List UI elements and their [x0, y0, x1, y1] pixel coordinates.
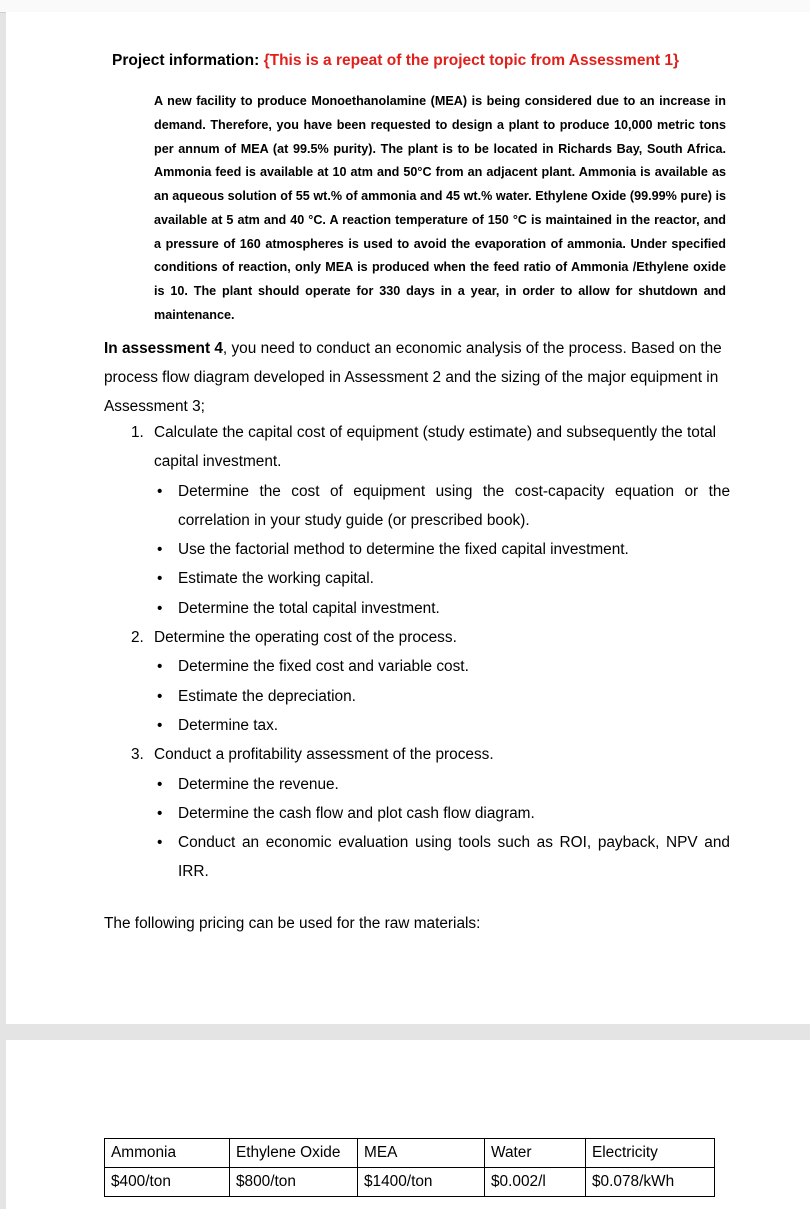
task-number: 1.: [131, 424, 144, 441]
table-cell: MEA: [358, 1139, 485, 1168]
bullet-text: Estimate the working capital.: [178, 570, 374, 588]
assessment-intro: [104, 334, 730, 421]
bullet-list: [104, 770, 730, 887]
task-item: [104, 418, 730, 477]
task-text: Determine the operating cost of the process.: [154, 629, 457, 647]
task-text: Conduct a profitability assessment of the process.: [154, 746, 494, 764]
bullet-text: Estimate the depreciation.: [178, 687, 356, 705]
bullet-list: [104, 652, 730, 740]
bullet-icon: •: [157, 658, 163, 676]
bullet-text: Determine the fixed cost and variable cost.: [178, 658, 469, 676]
project-heading-note: {This is a repeat of the project topic from Assessment 1}: [263, 52, 680, 69]
table-cell: $1400/ton: [358, 1168, 485, 1197]
bullet-text: Determine the revenue.: [178, 775, 339, 793]
bullet-item: [104, 564, 730, 593]
table-cell: Electricity: [586, 1139, 715, 1168]
bullet-icon: •: [157, 775, 163, 793]
bullet-text: Determine the cost of equipment using the cost-capacity equation or the correlation in your study guide (or prescribed book).: [178, 482, 730, 529]
bullet-icon: •: [157, 716, 163, 734]
bullet-item: [104, 535, 730, 564]
bullet-item: [104, 682, 730, 711]
task-text: Calculate the capital cost of equipment (study estimate) and subsequently the total capital investment.: [154, 424, 717, 471]
bullet-list: [104, 477, 730, 623]
project-heading-label: Project information:: [112, 52, 264, 69]
bullet-text: Use the factorial method to determine the fixed capital investment.: [178, 541, 629, 559]
table-cell: $0.002/l: [485, 1168, 586, 1197]
bullet-item: [104, 652, 730, 681]
bullet-icon: •: [157, 804, 163, 822]
table-cell: $0.078/kWh: [586, 1168, 715, 1197]
pricing-intro: The following pricing can be used for the raw materials:: [104, 915, 481, 932]
task-list: [104, 418, 730, 887]
bullet-icon: •: [157, 687, 163, 705]
bullet-text: Determine the cash flow and plot cash flow diagram.: [178, 804, 535, 822]
bullet-icon: •: [157, 599, 163, 617]
bullet-text: Determine tax.: [178, 716, 279, 734]
project-description: A new facility to produce Monoethanolamine (MEA) is being considered due to an increase in demand. Therefore, you have been requested to design a plant to produce 10,000 metric tons per annum of MEA (at 99.5% purity). The plant is to be located in Richards Bay, South Africa. Ammonia feed is available at 10 atm and 50°C from an adjacent plant. Ammonia is available as an aqueous solution of 55 wt.% of ammonia and 45 wt.% water. Ethylene Oxide (99.99% pure) is available at 5 atm and 40 °C. A reaction temperature of 150 °C is maintained in the reactor, and a pressure of 160 atmospheres is used to avoid the evaporation of ammonia. Under specified conditions of reaction, only MEA is produced when the feed ratio of Ammonia /Ethylene oxide is 10. The plant should operate for 330 days in a year, in order to allow for shutdown and maintenance.: [154, 94, 726, 322]
task-number: 2.: [131, 629, 144, 647]
bullet-item: [104, 594, 730, 623]
document-page-1: [6, 12, 810, 1024]
table-cell: Ethylene Oxide: [230, 1139, 358, 1168]
bullet-icon: •: [157, 541, 163, 559]
bullet-icon: •: [157, 570, 163, 588]
table-row: [105, 1168, 715, 1197]
table-cell: Water: [485, 1139, 586, 1168]
table-cell: Ammonia: [105, 1139, 230, 1168]
bullet-text: Conduct an economic evaluation using tools such as ROI, payback, NPV and IRR.: [178, 834, 730, 881]
task-number: 3.: [131, 746, 144, 764]
bullet-item: [104, 477, 730, 536]
bullet-item: [104, 799, 730, 828]
pricing-table: [104, 1138, 715, 1197]
table-cell: $400/ton: [105, 1168, 230, 1197]
bullet-item: [104, 711, 730, 740]
bullet-item: [104, 770, 730, 799]
bullet-item: [104, 828, 730, 887]
table-header-row: [105, 1139, 715, 1168]
project-heading: [112, 52, 679, 70]
assessment-intro-text: , you need to conduct an economic analysis of the process. Based on the process flow diagram developed in Assessment 2 and the sizing of the major equipment in Assessment 3;: [104, 340, 722, 415]
table-cell: $800/ton: [230, 1168, 358, 1197]
document-page-2: [6, 1040, 810, 1209]
assessment-intro-bold: In assessment 4: [104, 340, 223, 357]
bullet-icon: •: [157, 482, 163, 500]
task-item: [104, 623, 730, 652]
bullet-text: Determine the total capital investment.: [178, 599, 440, 617]
task-item: [104, 740, 730, 769]
bullet-icon: •: [157, 834, 163, 852]
